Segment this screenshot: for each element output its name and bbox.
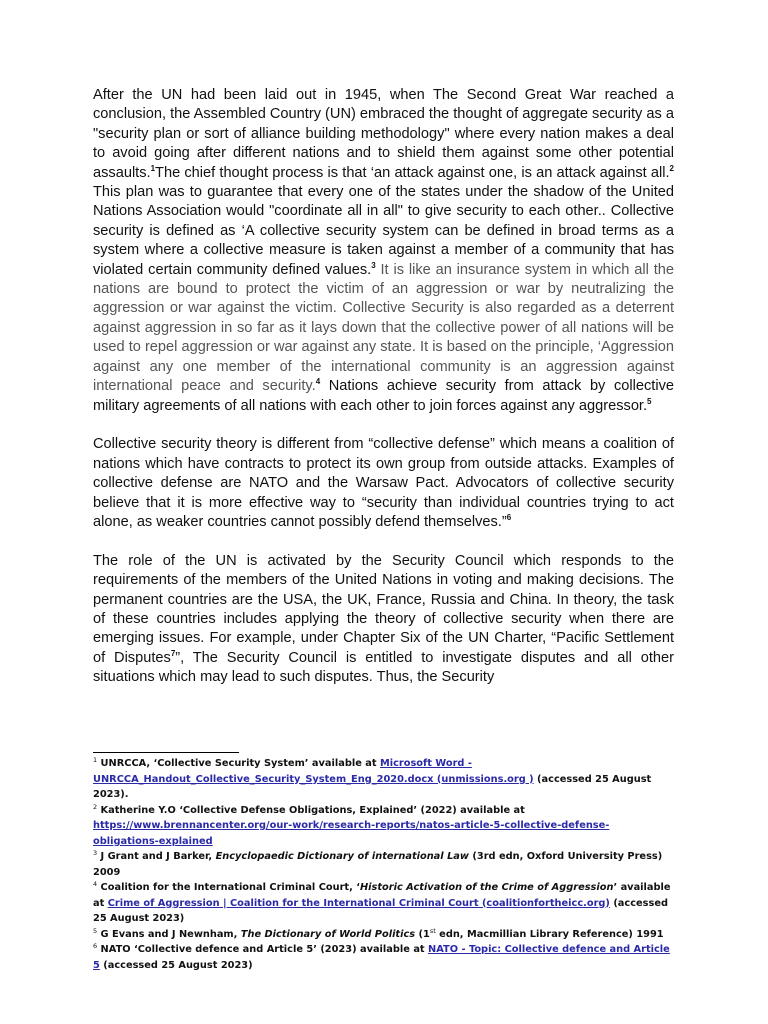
footnote-ref-3[interactable]: 3 [371,260,376,270]
footnote-text-mid: ’ available at [93,882,671,909]
footnote-text: J Grant and J Barker, [97,851,216,862]
edition-ordinal: st [429,926,436,935]
footnote-book-title: The Dictionary of World Politics [240,928,416,940]
footnote-link[interactable]: NATO - Topic: Collective defence and Article 5 [93,944,670,971]
footnote-link[interactable]: Crime of Aggression | Coalition for the International Criminal Court (coalitionfortheicc.org) [107,897,610,909]
footnote-3 [93,849,674,880]
footnote-tail: (accessed 25 August 2023) [93,897,668,924]
footnote-tail: (accessed 25 August 2023) [99,959,253,971]
paragraph-2 [93,435,674,532]
footnote-text: UNRCCA, ‘Collective Security System’ available at [97,758,380,769]
footnote-tail: (3rd edn, Oxford University Press) 2009 [93,851,663,878]
paragraph-3 [93,552,674,688]
footnote-number: 1 [93,756,98,764]
footnote-text: Coalition for the International Criminal Court, ‘ [97,882,360,893]
footnote-number: 6 [93,942,98,950]
footnote-text: Katherine Y.O ‘Collective Defense Obligations, Explained’ (2022) available at [97,804,525,816]
footnote-number: 2 [93,802,98,811]
p1-sentence-3: This plan was to guarantee that every one of the states under the shadow of the United Nations Association would "coordinate all in all" to give security to each other.. Collective security is defined as ‘A collective security system can be defined in broad terms as a system where a collective measure is taken against a member of a community that has violated certain community defined values. [93,184,674,278]
p1-sentence-5: Nations achieve security from attack by collective military agreements of all nations with each other to join forces against any aggressor. [93,378,674,414]
footnote-number: 3 [93,849,98,857]
footnote-separator [93,752,239,753]
footnote-6 [93,942,674,973]
p1-sentence-1: After the UN had been laid out in 1945, when The Second Great War reached a conclusion, the Assembled Country (UN) embraced the thought of aggregate security as a "security plan or sort of alliance building methodology" where every nation makes a deal to avoid going after different nations and to shield them against some other potential assaults. [93,87,674,181]
footnote-ref-6[interactable]: 6 [506,512,512,522]
footnote-2 [93,803,674,850]
footnote-number: 5 [93,926,98,935]
body-text [93,86,674,707]
p1-quoted-passage: It is like an insurance system in which all the nations are bound to protect the victim of an aggression or war by neutralizing the aggression or war against the victim. Collective Security is also regarded as a deterrent against aggression in so far as it lays down that the collective power of all nations will be used to repel aggression or war against any state. It is based on the principle, ‘Aggression against any one member of the international community is an aggression against international peace and security. [93,261,674,395]
footnote-book-title: Encyclopaedic Dictionary of international Law [215,851,469,862]
footnote-tail: (accessed 25 August 2023). [93,773,652,800]
footnote-ref-4[interactable]: 4 [315,377,321,387]
footnote-text: G Evans and J Newnham, [97,928,241,940]
footnote-link[interactable]: Microsoft Word - UNRCCA_Handout_Collective_Security_System_Eng_2020.docx (unmissions.org ) [93,758,534,785]
p2-text: Collective security theory is different from “collective defense” which means a coalition of nations which have contracts to protect its own group from outside attacks. Examples of collective defense are NATO and the Warsaw Pact. Advocators of collective security believe that it is more effective way to “security than individual countries trying to act alone, as weaker countries cannot possibly defend themselves.” [93,436,674,530]
footnote-ref-2[interactable]: 2 [669,163,674,173]
footnote-ref-1[interactable]: 1 [150,163,156,173]
footnote-link[interactable]: https://www.brennancenter.org/our-work/research-reports/natos-article-5-collective-defense-obligations-explained [93,820,610,847]
footnote-number: 4 [93,880,98,888]
paragraph-1 [93,86,674,416]
p3-sentence-2: ”, The Security Council is entitled to investigate disputes and all other situations which may lead to such disputes. Thus, the Security [93,649,674,686]
footnotes [93,756,674,973]
footnote-article-title: Historic Activation of the Crime of Aggression [359,882,614,893]
footnote-1 [93,756,674,803]
footnote-tail: edn, Macmillian Library Reference) 1991 [435,928,664,940]
footnote-ref-7[interactable]: 7 [170,648,176,658]
footnote-4 [93,880,674,927]
footnote-ref-5[interactable]: 5 [647,396,652,406]
footnote-text: NATO ‘Collective defence and Article 5’ (2023) available at [97,944,429,955]
footnote-5 [93,927,674,943]
p1-sentence-2: The chief thought process is that ‘an attack against one, is an attack against all. [155,164,670,181]
p3-sentence-1: The role of the UN is activated by the Security Council which responds to the requirements of the members of the United Nations in voting and making decisions. The permanent countries are the USA, the UK, France, Russia and China. In theory, the task of these countries includes applying the theory of collective security when there are emerging issues. For example, under Chapter Six of the UN Charter, “Pacific Settlement of Disputes [93,552,674,666]
footnote-text-mid: (1 [415,928,430,940]
